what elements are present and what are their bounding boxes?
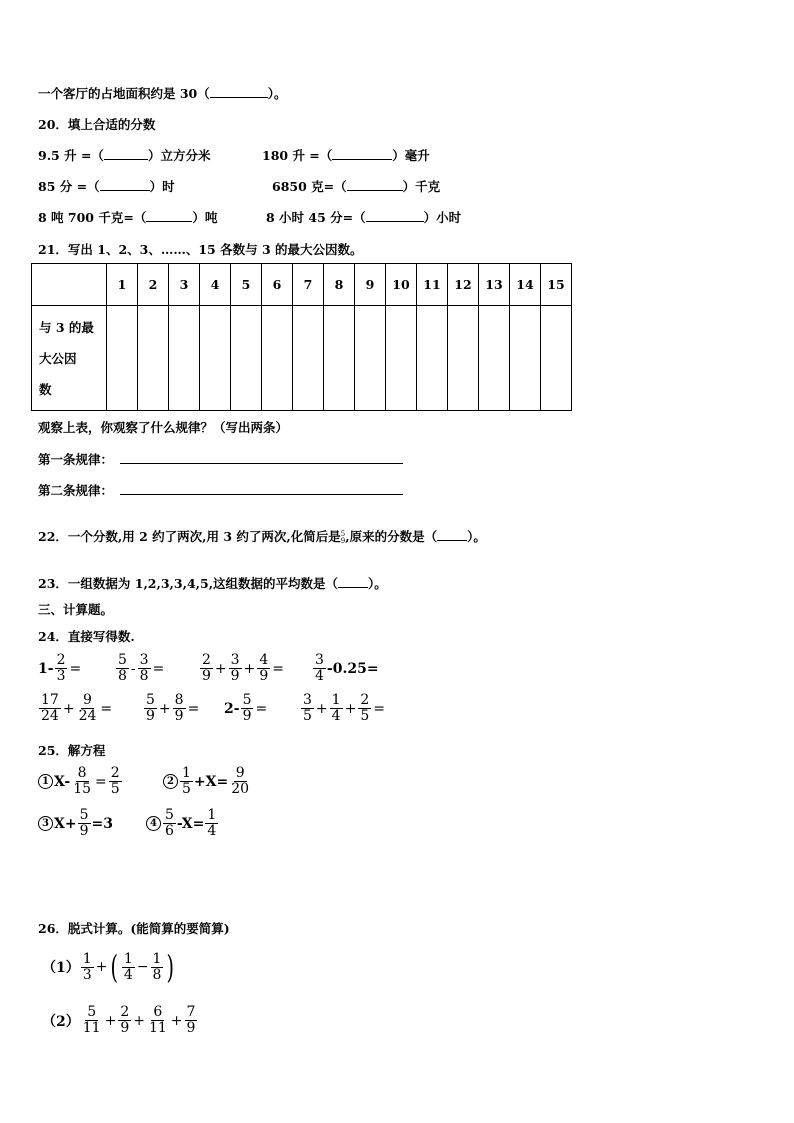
answer-blank[interactable] [366,210,424,222]
table-header-cell: 11 [417,264,448,306]
fraction: $\frac{5}{9}$ [79,807,89,839]
answer-cell[interactable] [386,306,417,411]
q26-problem-1: （1） $\frac{1}{3}$ + ( $\frac{1}{4}$ − $\frac{1}{8}$ ) [42,948,175,986]
q19-line: 一个客厅的占地面积约是 30（ ）。 [38,86,287,101]
fraction: $\frac{2}{9}$ [202,652,211,684]
q24-expr-5: $\frac{17}{24}$ + $\frac{9}{24}$ = [41,692,113,724]
answer-cell[interactable] [324,306,355,411]
answer-cell[interactable] [510,306,541,411]
q23-line: 23．一组数据为 1,2,3,3,4,5,这组数据的平均数是（ ）。 [38,576,387,591]
fraction: $\frac{5}{8}$ [118,652,127,684]
fraction: $\frac{1}{5}$ [182,765,191,797]
fraction: $\frac{5}{9}$ [242,692,252,724]
q25-equation-2: 2 $\frac{1}{5}$ +X= $\frac{9}{20}$ [163,766,252,797]
right-paren: ) [166,948,175,986]
q26-problem-2: （2） $\frac{5}{11}$ + $\frac{2}{9}$ + $\frac{6}{11}$ + $\frac{7}{9}$ [42,1004,196,1036]
table-header-cell: 13 [479,264,510,306]
answer-blank[interactable] [347,179,403,191]
q25-equation-1: 1 X- $\frac{8}{15}$ = $\frac{2}{5}$ [38,766,123,797]
fraction: $\frac{1}{8}$ [152,950,162,983]
left-paren: ( [110,948,119,986]
q20-item-6: 8 小时 45 分=（ ）小时 [266,210,462,225]
rule1-answer-line[interactable] [120,463,403,464]
q24-expr-8: $\frac{3}{5}$ + $\frac{1}{4}$ + $\frac{2}{5}$ = [303,692,385,724]
fraction: $\frac{17}{24}$ [41,692,59,724]
table-header-cell: 2 [138,264,169,306]
answer-cell[interactable] [479,306,510,411]
answer-cell[interactable] [138,306,169,411]
fraction: $\frac{8}{15}$ [73,765,92,797]
table-header-cell: 3 [169,264,200,306]
fraction: $\frac{1}{4}$ [331,692,341,724]
table-header-cell: 8 [324,264,355,306]
fraction: $\frac{5}{6}$ [165,807,174,839]
circled-number: 1 [38,774,53,789]
answer-cell[interactable] [293,306,324,411]
table-header-cell: 6 [262,264,293,306]
table-header-cell: 4 [200,264,231,306]
answer-cell[interactable] [200,306,231,411]
circled-number: 2 [163,774,178,789]
circled-number: 3 [38,816,53,831]
answer-cell[interactable] [107,306,138,411]
q20-item-3: 85 分 =（ ）时 [38,179,175,194]
fraction: $\frac{3}{4}$ [315,652,324,684]
table-header-row [32,264,572,306]
answer-blank[interactable] [338,576,368,588]
fraction: $\frac{3}{8}$ [139,652,149,684]
table-header-cell: 15 [541,264,572,306]
table-answer-row [32,306,572,411]
q24-expr-2: $\frac{5}{8}$ - $\frac{3}{8}$ = [118,652,165,684]
fraction: $\frac{2}{9}$ [120,1004,130,1036]
table-header-cell: 10 [386,264,417,306]
answer-cell[interactable] [355,306,386,411]
q25-title: 25．解方程 [38,743,106,758]
answer-cell[interactable] [448,306,479,411]
section-3-heading: 三、计算题。 [38,602,114,617]
fraction: $\frac{9}{24}$ [78,692,97,724]
answer-cell[interactable] [417,306,448,411]
fraction: $\frac{1}{4}$ [123,950,133,983]
table-row-label: 与 3 的最 大公因 数 [32,306,107,411]
answer-cell[interactable] [231,306,262,411]
q22-line: 22．一个分数,用 2 约了两次,用 3 约了两次,化简后是 5 9 ,原来的分数是（ ）。 [38,529,486,545]
table-header-cell: 12 [448,264,479,306]
q26-title: 26．脱式计算。(能简算的要简算) [38,921,230,936]
answer-blank[interactable] [100,179,150,191]
q24-expr-1: 1- $\frac{2}{3}$ = [38,652,82,684]
q24-expr-3: $\frac{2}{9}$ + $\frac{3}{9}$ + $\frac{4}{9}$ = [202,652,284,684]
fraction: $\frac{3}{9}$ [230,652,240,684]
q20-item-5: 8 吨 700 千克=（ ）吨 [38,210,218,225]
q25-equation-3: 3 X+ $\frac{5}{9}$ =3 [38,808,113,839]
rule1-label: 第一条规律： [38,452,114,467]
q21-observe: 观察上表，你观察了什么规律？（写出两条） [38,420,289,435]
answer-cell[interactable] [169,306,200,411]
fraction: $\frac{8}{9}$ [174,692,184,724]
fraction: $\frac{6}{11}$ [148,1004,167,1036]
fraction: $\frac{2}{5}$ [110,765,120,797]
fraction: $\frac{9}{20}$ [231,765,250,797]
table-header-cell: 1 [107,264,138,306]
answer-cell[interactable] [262,306,293,411]
q21-title: 21．写出 1、2、3、……、15 各数与 3 的最大公因数。 [38,242,363,257]
table-corner-cell [32,264,107,306]
fraction: $\frac{7}{9}$ [186,1004,196,1036]
fraction: $\frac{1}{3}$ [82,950,92,983]
table-header-cell: 7 [293,264,324,306]
rule2-label: 第二条规律： [38,483,114,498]
answer-blank[interactable] [210,86,268,98]
q24-expr-4: $\frac{3}{4}$ -0.25= [315,652,379,684]
small-fraction: 5 9 [340,529,346,545]
answer-blank[interactable] [437,529,467,541]
q20-item-1: 9.5 升 =（ ）立方分米 [38,148,211,163]
answer-blank[interactable] [146,210,192,222]
answer-blank[interactable] [332,148,392,160]
q24-expr-6: $\frac{5}{9}$ + $\frac{8}{9}$ = [146,692,200,724]
q24-expr-7: 2- $\frac{5}{9}$ = [224,692,268,724]
fraction: $\frac{4}{9}$ [259,652,269,684]
gcd-table [31,263,572,411]
q20-title: 20．填上合适的分数 [38,117,156,132]
fraction: $\frac{1}{4}$ [207,807,217,839]
circled-number: 4 [146,816,161,831]
table-header-cell: 5 [231,264,262,306]
rule2-answer-line[interactable] [120,494,403,495]
answer-cell[interactable] [541,306,572,411]
fraction: $\frac{2}{5}$ [360,692,370,724]
fraction: $\frac{5}{9}$ [146,692,155,724]
fraction: $\frac{3}{5}$ [303,692,312,724]
q20-item-2: 180 升 =（ ）毫升 [262,148,430,163]
q20-item-4: 6850 克=（ ）千克 [272,179,441,194]
fraction: $\frac{2}{3}$ [56,652,66,684]
table-header-cell: 9 [355,264,386,306]
table-header-cell: 14 [510,264,541,306]
fraction: $\frac{5}{11}$ [82,1004,101,1036]
q25-equation-4: 4 $\frac{5}{6}$ -X= $\frac{1}{4}$ [146,808,219,839]
answer-blank[interactable] [104,148,148,160]
q24-title: 24．直接写得数. [38,629,135,644]
